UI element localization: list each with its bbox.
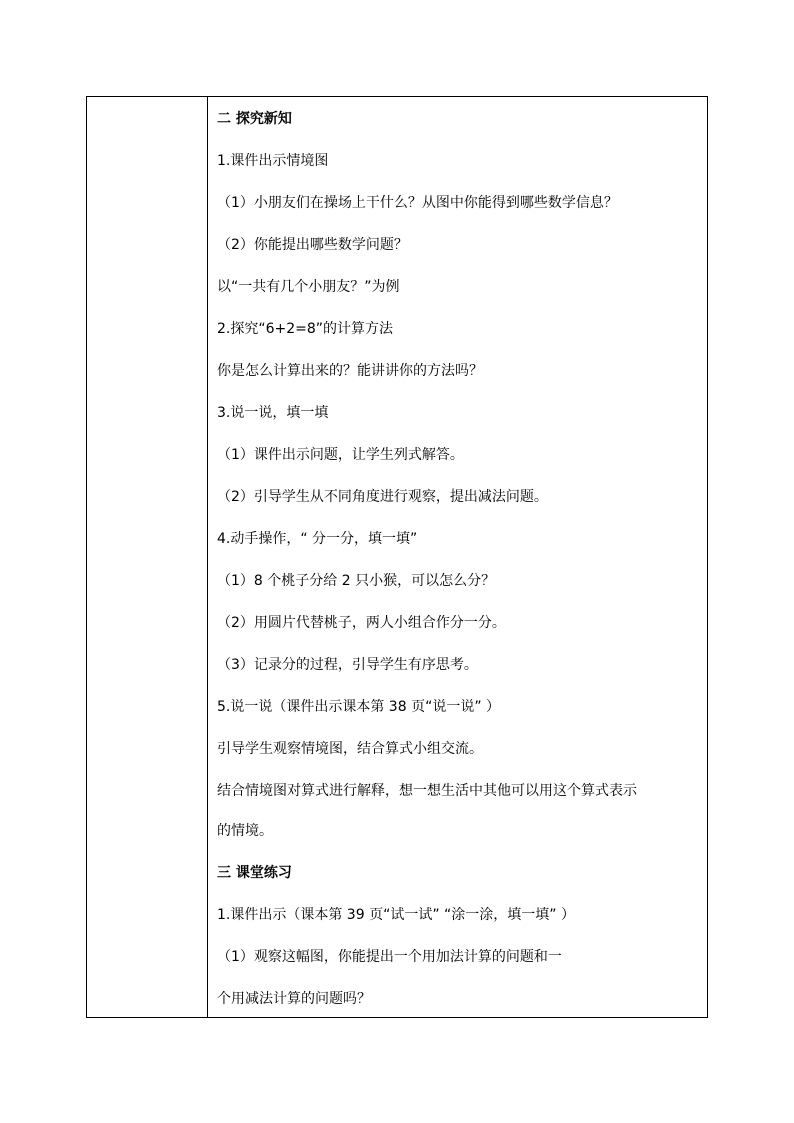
item-4-step-2: （2）用圆片代替桃子，两人小组合作分一分。 [217,615,506,631]
item-1-question-2: （2）你能提出哪些数学问题？ [217,237,408,253]
item-3-step-1: （1）课件出示问题，让学生列式解答。 [217,447,464,463]
section-heading-explore: 二 探究新知 [217,111,292,127]
lesson-table [86,96,708,1018]
item-1-question-1: （1）小朋友们在操场上干什么？从图中你能得到哪些数学信息？ [217,195,618,211]
item-1-title: 1.课件出示情境图 [217,153,329,169]
practice-1-question-line-1: （1）观察这幅图，你能提出一个用加法计算的问题和一 [217,949,562,965]
item-4-title: 4.动手操作，“ 分一分，填一填” [217,531,418,547]
practice-1-title: 1.课件出示（课本第 39 页“试一试” “涂一涂，填一填” ） [217,907,575,923]
item-4-step-1: （1）8 个桃子分给 2 只小猴，可以怎么分？ [217,573,496,589]
item-5-step-2-line-1: 结合情境图对算式进行解释，想一想生活中其他可以用这个算式表示 [217,783,637,799]
content-cell [208,97,707,1017]
section-heading-practice: 三 课堂练习 [217,865,292,881]
item-5-step-2-line-2: 的情境。 [217,823,273,839]
item-5-step-1: 引导学生观察情境图，结合算式小组交流。 [217,741,483,757]
item-4-step-3: （3）记录分的过程，引导学生有序思考。 [217,657,478,673]
practice-1-question-line-2: 个用减法计算的问题吗？ [217,991,371,1007]
item-3-step-2: （2）引导学生从不同角度进行观察，提出减法问题。 [217,489,548,505]
item-2-question: 你是怎么计算出来的？能讲讲你的方法吗？ [217,363,483,379]
left-column-cell [87,97,208,1017]
item-2-title: 2.探究“6+2=8”的计算方法 [217,321,394,337]
item-1-example: 以“一共有几个小朋友？”为例 [217,279,400,295]
item-5-title: 5.说一说（课件出示课本第 38 页“说一说” ） [217,699,501,715]
item-3-title: 3.说一说，填一填 [217,405,329,421]
